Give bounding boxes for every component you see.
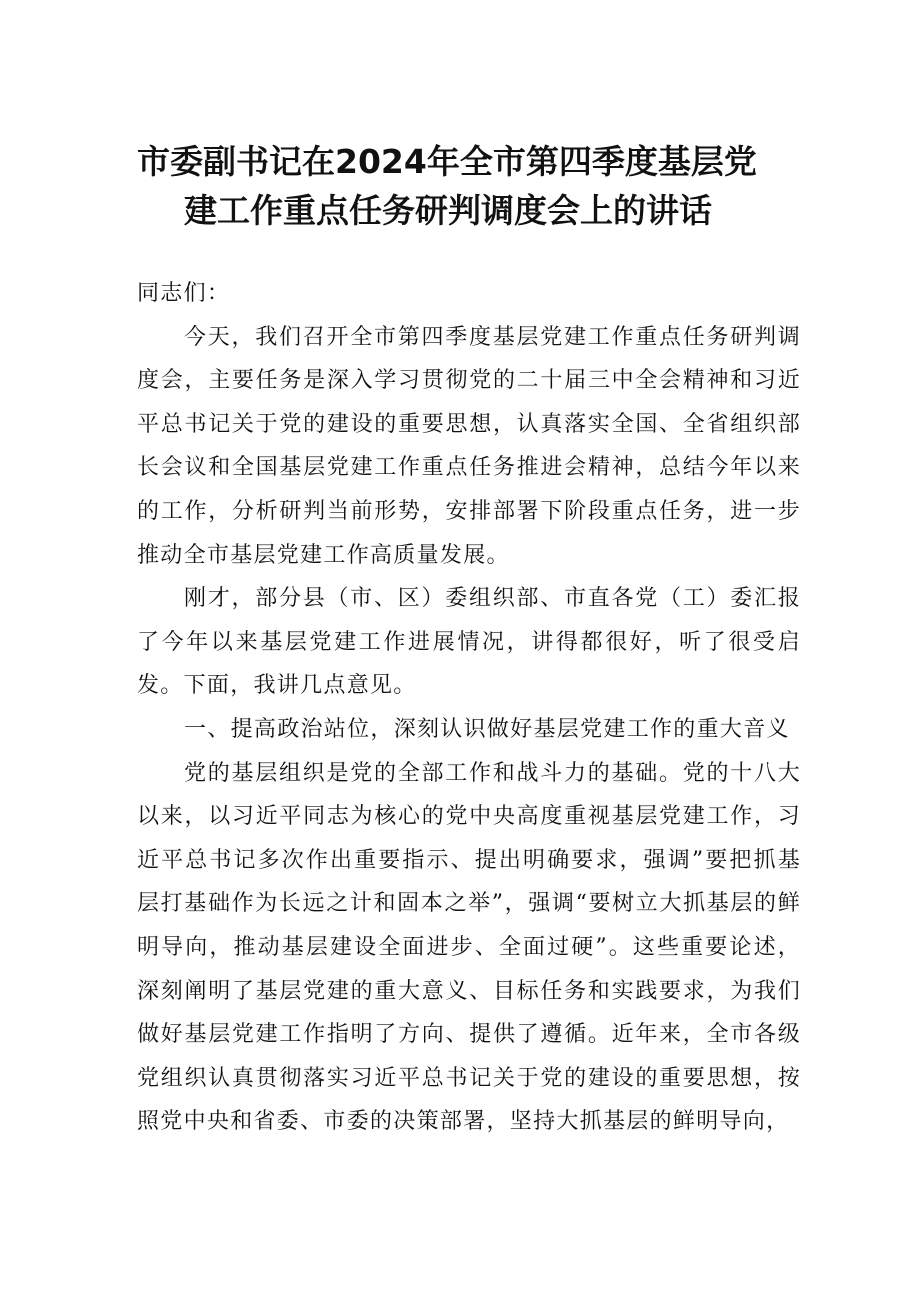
salutation: 同志们： bbox=[137, 281, 231, 306]
title-line-2: 建工作重点任务研判调度会上的讲话 bbox=[184, 191, 712, 230]
paragraph-opening: 今天，我们召开全市第四季度基层党建工作重点任务研判调度会，主要任务是深入学习贯彻党的二十届三中全会精神和习近平总书记关于党的建设的重要思想，认真落实全国、全省组织部长会议和全国基层党建工作重点任务推进会精神，总结今年以来的工作，分析研判当前形势，安排部署下阶段重点任务，进一步推动全市基层党建工作高质量发展。 bbox=[137, 324, 801, 568]
section-heading-1: 一、提高政治站位，深刻认识做好基层党建工作的重大音义 bbox=[184, 716, 790, 742]
paragraph-reports: 刚才，部分县（市、区）委组织部、市直各党（工）委汇报了今年以来基层党建工作进展情况，讲得都很好，听了很受启发。下面，我讲几点意见。 bbox=[137, 586, 801, 699]
speech-body bbox=[137, 272, 801, 1144]
title-line-1: 市委副书记在2024年全市第四季度基层党 bbox=[137, 142, 757, 181]
paragraph-significance: 党的基层组织是党的全部工作和战斗力的基础。党的十八大以来，以习近平同志为核心的党中央高度重视基层党建工作，习近平总书记多次作出重要指示、提出明确要求，强调”要把抓基层打基础作为长远之计和固本之举”，强调“要树立大抓基层的鲜明导向，推动基层建设全面进步、全面过硬”。这些重要论述，深刻阐明了基层党建的重大意义、目标任务和实践要求，为我们做好基层党建工作指明了方向、提供了遵循。近年来，全市各级党组织认真贯彻落实习近平总书记关于党的建设的重要思想，按照党中央和省委、市委的决策部署，坚持大抓基层的鲜明导向， bbox=[137, 760, 801, 1135]
